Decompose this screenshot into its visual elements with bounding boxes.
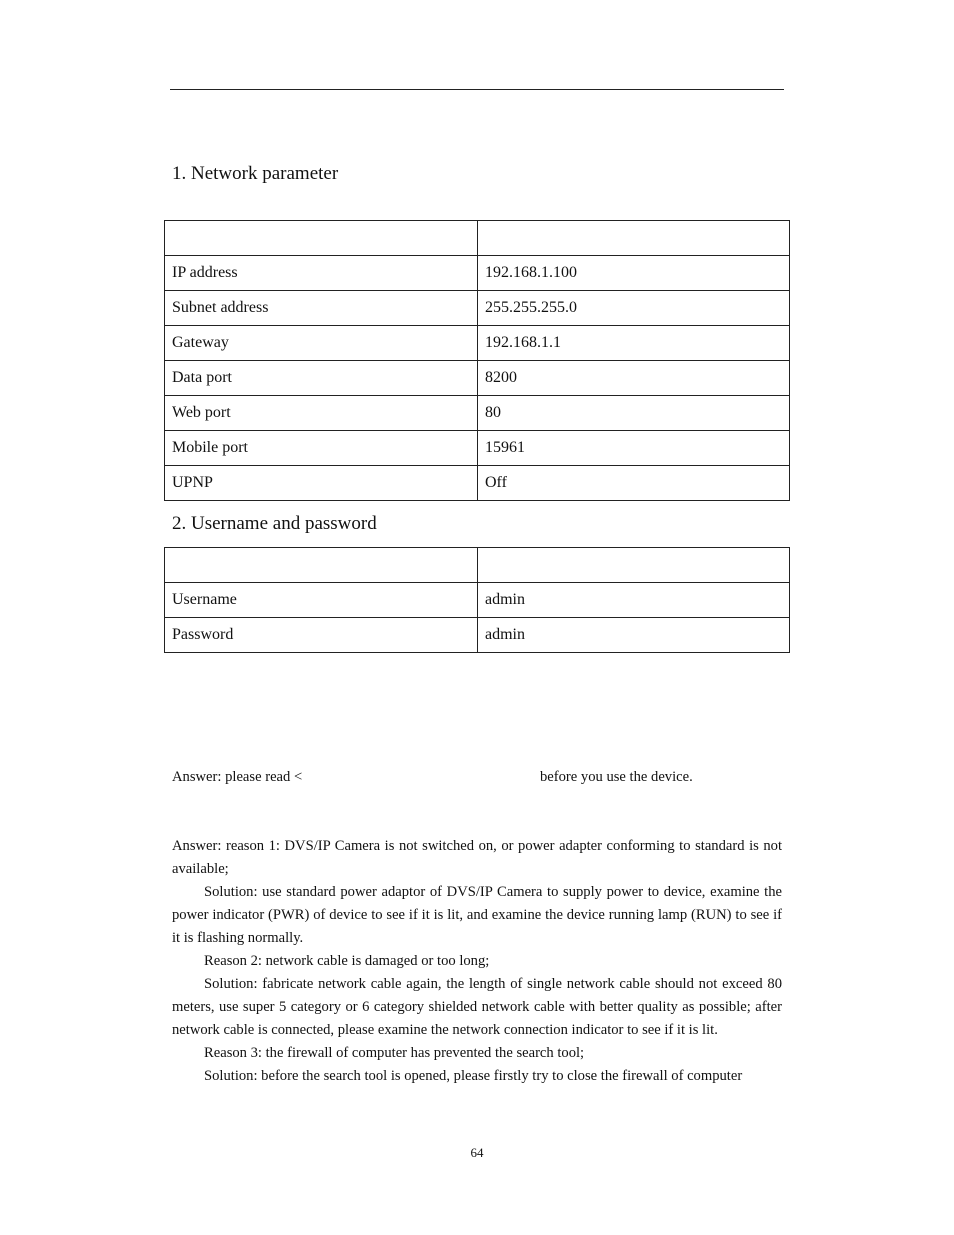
param-value: admin [478,618,790,653]
table-row [165,583,790,618]
param-label: IP address [165,256,478,291]
solution-paragraph: Solution: use standard power adaptor of DVS/IP Camera to supply power to device, examine the power indicator (PWR) of device to see if it is lit, and examine the device running lamp (RUN) to see if it is flashing normally. [172,884,782,946]
solution-paragraph: Solution: before the search tool is opened, please firstly try to close the firewall of computer [204,1068,743,1084]
param-label: Web port [165,396,478,431]
param-value: 192.168.1.100 [478,256,790,291]
param-label: UPNP [165,466,478,501]
credentials-table [164,547,790,653]
table-row [165,618,790,653]
param-value: Off [478,466,790,501]
param-label: Username [165,583,478,618]
param-value: 15961 [478,431,790,466]
table-header-cell [165,221,478,256]
table-header-row [165,221,790,256]
answer-paragraph: Answer: reason 1: DVS/IP Camera is not switched on, or power adapter conforming to standard is not available; [172,838,782,877]
table-row [165,431,790,466]
header-rule [170,89,784,90]
table-row [165,361,790,396]
network-parameter-table [164,220,790,501]
table-row [165,396,790,431]
table-header-cell [478,221,790,256]
page-number: 64 [470,1145,484,1160]
table-row [165,291,790,326]
answer-text-start: Answer: please read < [172,769,303,785]
param-label: Password [165,618,478,653]
param-label: Gateway [165,326,478,361]
table-header-row [165,548,790,583]
section-heading-network: 1. Network parameter [172,163,339,184]
param-value: 8200 [478,361,790,396]
table-header-cell [165,548,478,583]
answer-text-end: before you use the device. [540,769,693,785]
faq-answer-1 [172,766,782,789]
reason-paragraph: Reason 3: the firewall of computer has prevented the search tool; [204,1045,585,1061]
solution-paragraph: Solution: fabricate network cable again, the length of single network cable should not exceed 80 meters, use super 5 category or 6 category shielded network cable with better quality as possible; after network cable is connected, please examine the network connection indicator to see if it is lit. [172,976,782,1038]
faq-answer-2 [172,835,782,1088]
table-row [165,466,790,501]
table-header-cell [478,548,790,583]
param-value: admin [478,583,790,618]
table-row [165,326,790,361]
param-value: 192.168.1.1 [478,326,790,361]
param-label: Mobile port [165,431,478,466]
section-heading-credentials: 2. Username and password [172,513,377,534]
param-label: Subnet address [165,291,478,326]
param-label: Data port [165,361,478,396]
param-value: 80 [478,396,790,431]
table-row [165,256,790,291]
param-value: 255.255.255.0 [478,291,790,326]
reason-paragraph: Reason 2: network cable is damaged or too long; [204,953,490,969]
